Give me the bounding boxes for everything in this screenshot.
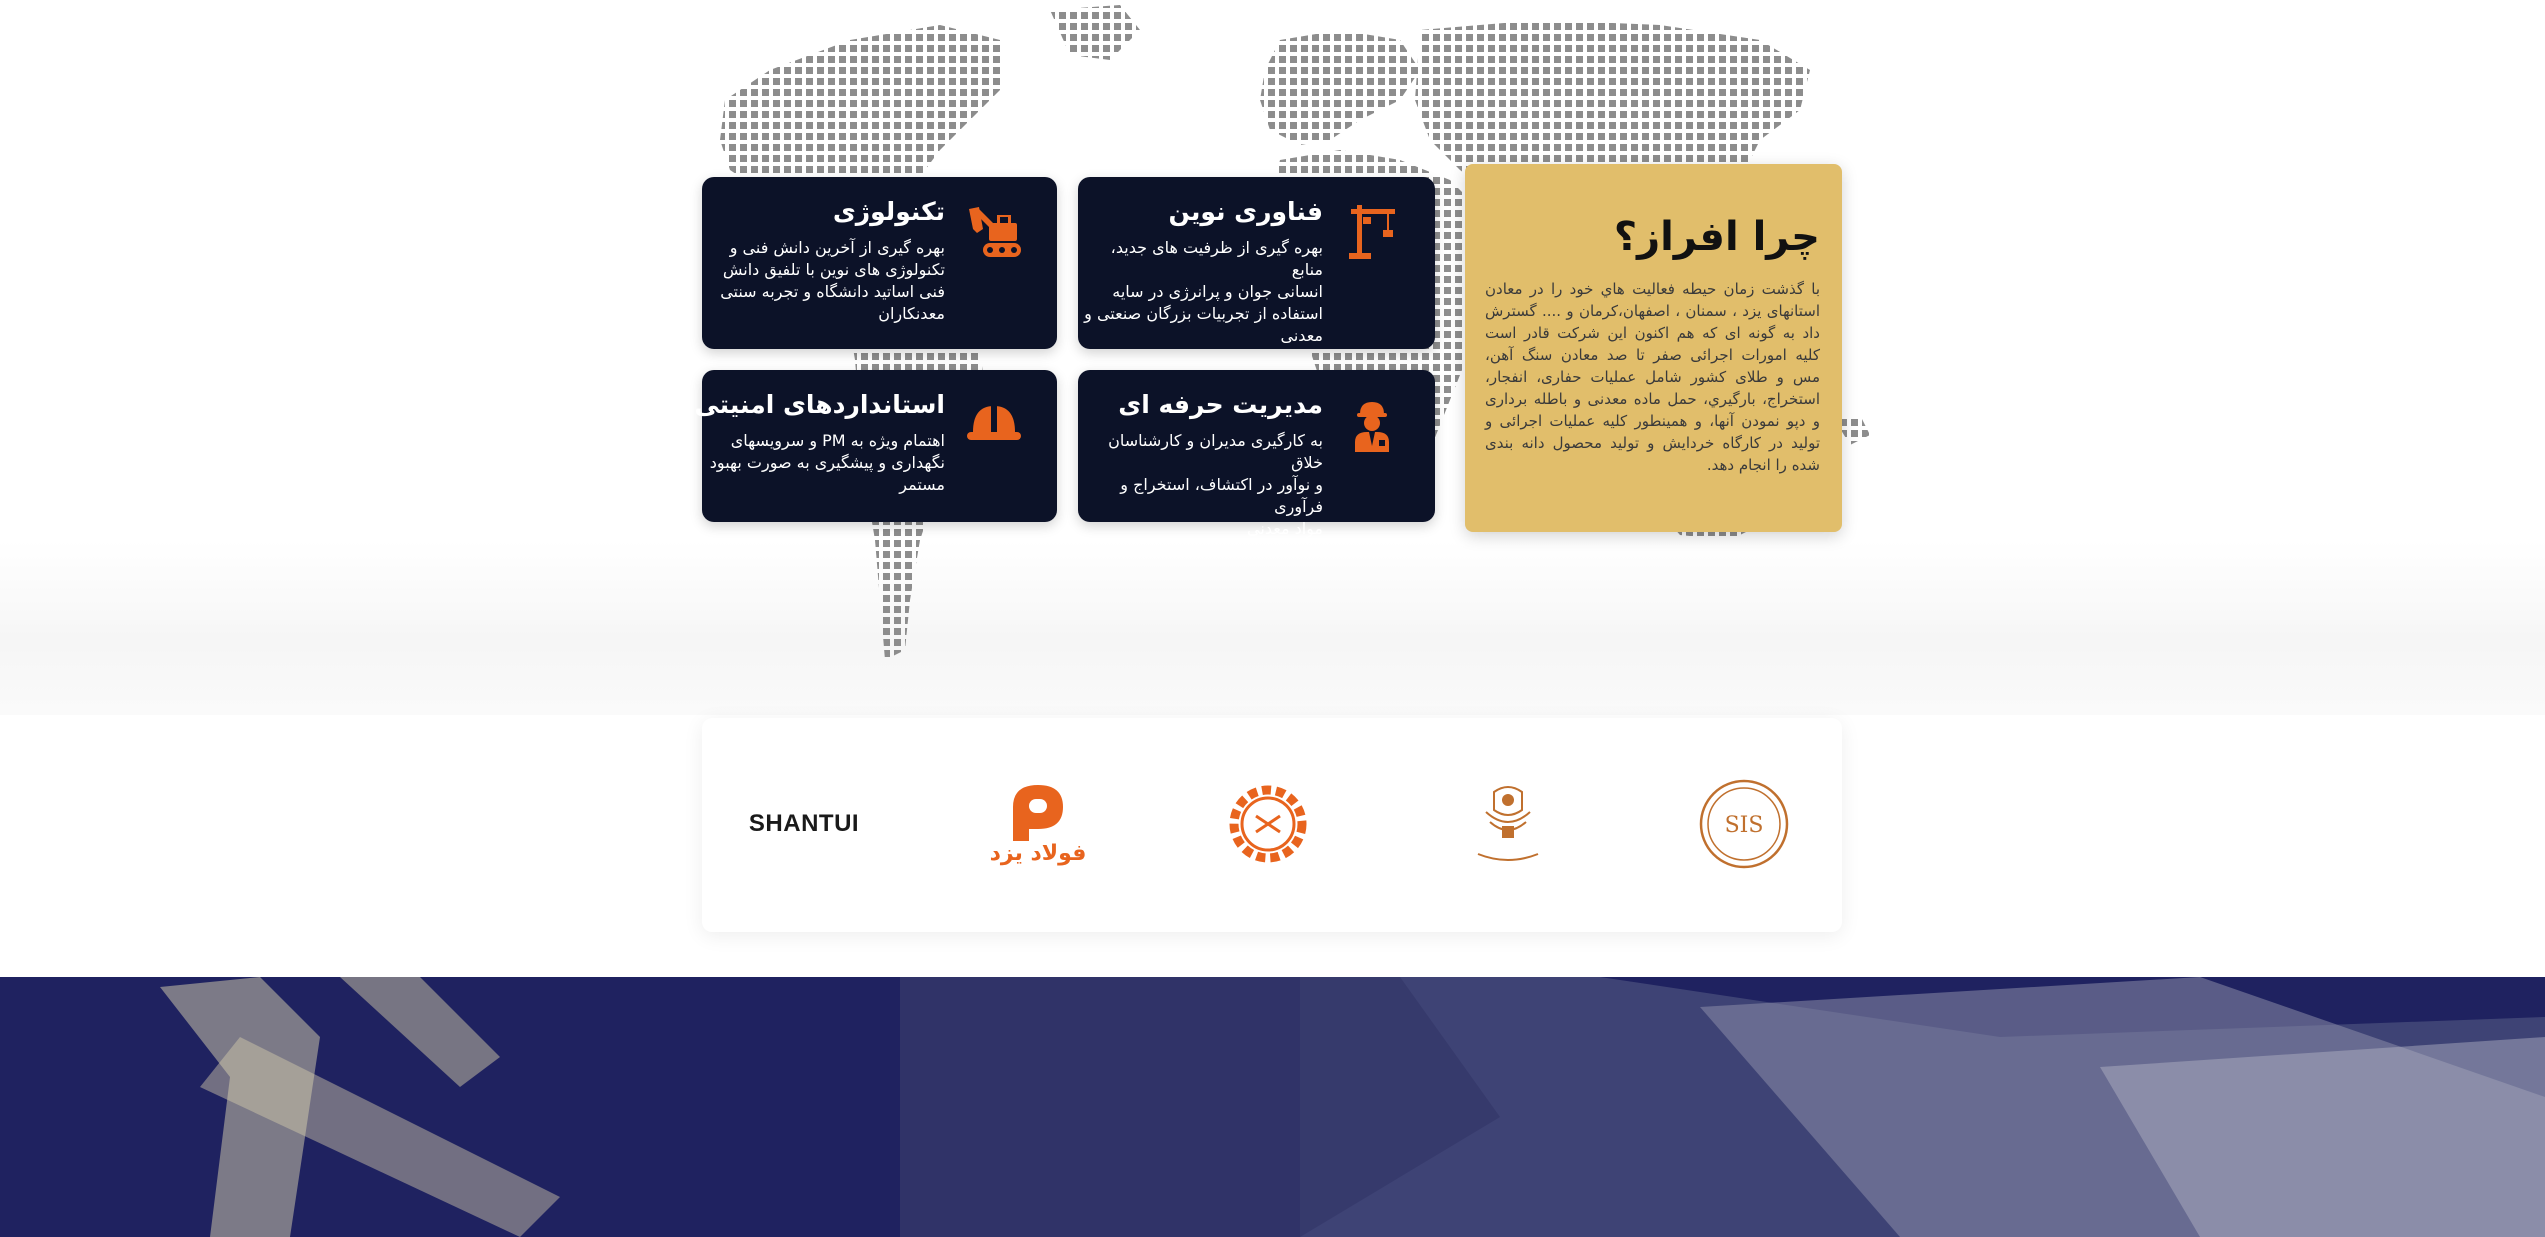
feature-title: فناوری نوین <box>1168 197 1323 226</box>
section-description: با گذشت زمان حیطه فعالیت هاي خود را در معادن استانهای یزد ، سمنان ، اصفهان،کرمان و .... گسترش داد به گونه ای که هم اکنون این شرکت قادر است کلیه امورات اجرائی صفر تا صد معادن سنگ آهن، مس و طلای کشور شامل عملیات حفاری، انفجار، استخراج، بارگیري، حمل ماده معدنی و باطله برداری و دپو نمودن آنها، و همینطور کلیه عملیات اجرائی و تولید در کارگاه خردایش و تولید محصول دانه بندی شده را انجام دهد. <box>1485 280 1820 474</box>
shantui-logo-text: SHANTUI <box>748 810 860 837</box>
feature-description: به کارگیری مدیران و کارشناسان خلاق و نوآور در اکتشاف، استخراج و فرآوری مواد معدنی <box>1108 431 1323 538</box>
feature-card-professional-management[interactable] <box>1078 370 1435 538</box>
feature-title: استانداردهای امنیتی <box>694 390 945 419</box>
foolad-yazd-logo-text: فولاد یزد <box>989 840 1087 866</box>
partner-logo-foolad-yazd[interactable] <box>988 768 1088 880</box>
partner-logo-sis[interactable] <box>1694 768 1794 880</box>
feature-title: مدیریت حرفه ای <box>1118 390 1323 419</box>
feature-card-technology[interactable] <box>702 177 1057 349</box>
engineer-icon <box>1343 396 1401 454</box>
partners-logo-strip <box>702 718 1842 932</box>
partner-logo-emblem[interactable] <box>1458 768 1558 880</box>
section-title: چرا افراز؟ <box>1613 214 1820 260</box>
feature-description: بهره گیری از ظرفیت های جدید، منابع انسانی جوان و پرانرژی در سایه استفاده از تجربیات بزرگان صنعتی و معدنی <box>1084 238 1323 345</box>
feature-card-modern-technology[interactable] <box>1078 177 1435 349</box>
partner-logo-gear[interactable] <box>1218 768 1318 880</box>
emblem-logo-icon <box>1466 782 1550 866</box>
sis-logo-text: SIS <box>1724 813 1764 838</box>
hero-banner <box>0 977 2545 1237</box>
foolad-yazd-logo-icon <box>1007 783 1069 841</box>
hard-hat-icon <box>965 396 1023 454</box>
partner-logo-shantui[interactable] <box>730 768 878 880</box>
sis-logo-icon <box>1698 778 1790 870</box>
feature-description: اهتمام ویژه به PM و سرویسهای نگهداری و پیشگیری به صورت بهبود مستمر <box>709 431 945 494</box>
crane-icon <box>1343 203 1401 261</box>
feature-description: بهره گیری از آخرین دانش فنی و تکنولوژی های نوین با تلفیق دانش فنی اساتید دانشگاه و تجربه سنتی معدنکاران <box>720 238 945 323</box>
feature-card-safety-standards[interactable] <box>694 370 1057 522</box>
gear-logo-icon <box>1224 780 1312 868</box>
why-afraz-intro-card <box>1465 164 1842 532</box>
excavator-icon <box>965 203 1023 261</box>
mountain-excavator-image <box>0 977 2545 1237</box>
feature-title: تکنولوژی <box>832 197 945 226</box>
